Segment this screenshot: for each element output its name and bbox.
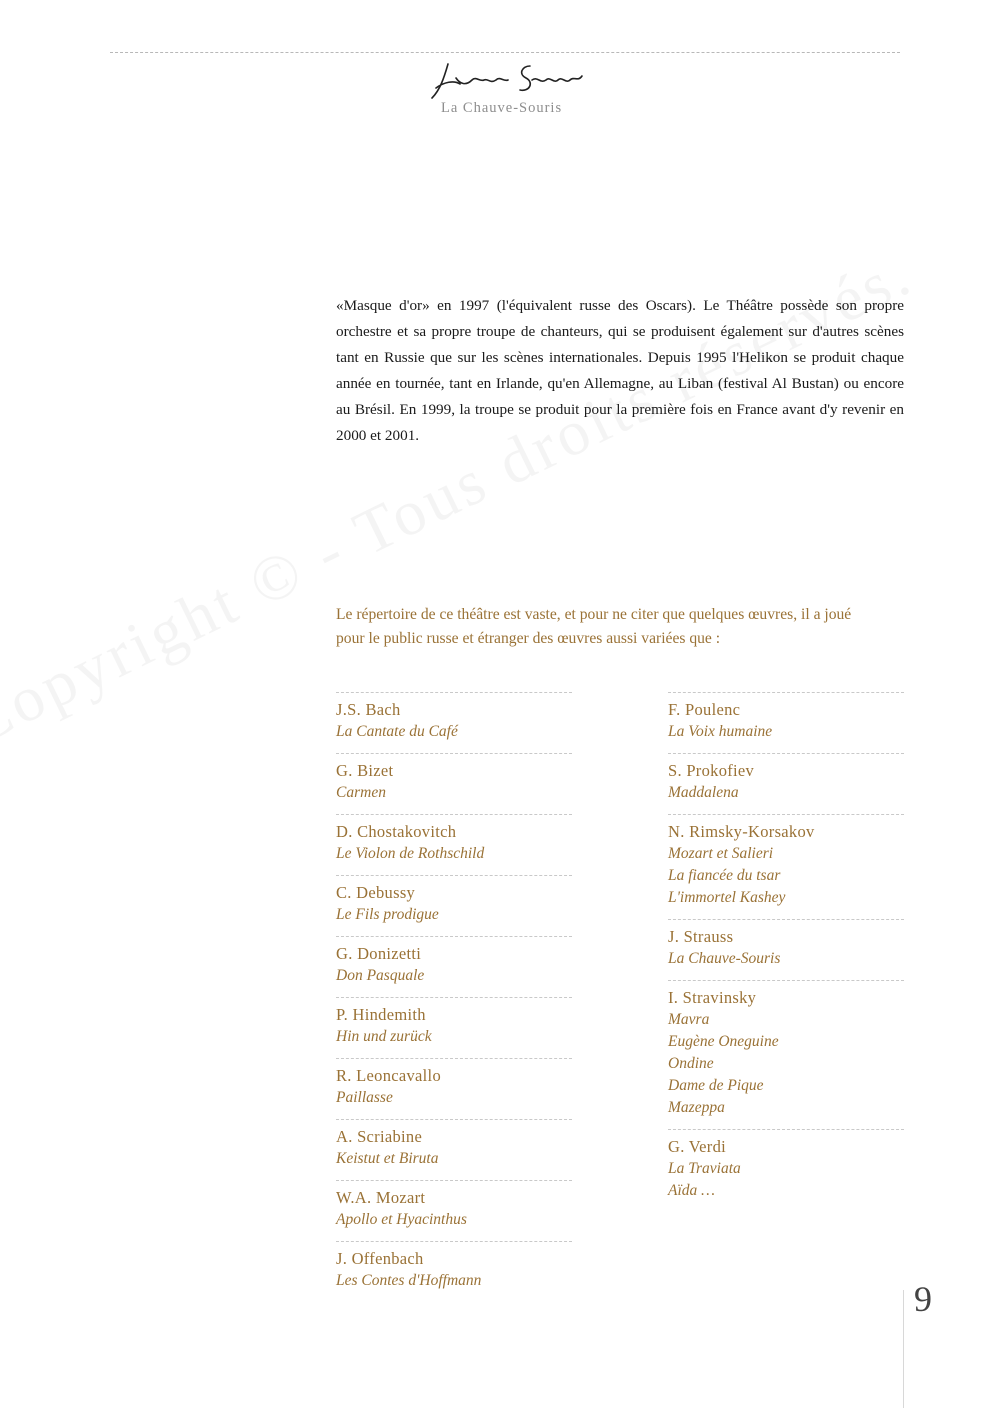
margin-rule	[903, 1290, 904, 1408]
work-title: Aïda …	[668, 1182, 715, 1199]
repertoire-right-column	[668, 692, 904, 1212]
repertoire-intro: Le répertoire de ce théâtre est vaste, et pour ne citer que quelques œuvres, il a joué pour le public russe et étranger des œuvres aussi variées que :	[336, 606, 852, 647]
composer-name: G. Verdi	[668, 1137, 727, 1156]
repertoire-entry	[336, 997, 572, 1058]
composer-name: G. Bizet	[336, 761, 394, 780]
work-title: La Voix humaine	[668, 723, 773, 740]
work-title: Mavra	[668, 1011, 710, 1028]
repertoire-entry	[668, 919, 904, 980]
work-title: Ondine	[668, 1055, 714, 1072]
signature-logo	[426, 58, 586, 104]
work-title: Mozart et Salieri	[668, 845, 774, 862]
repertoire-left-column	[336, 692, 572, 1302]
composer-name: G. Donizetti	[336, 944, 422, 963]
work-title: Le Fils prodigue	[336, 906, 439, 923]
composer-name: N. Rimsky-Korsakov	[668, 822, 815, 841]
composer-name: J. Strauss	[668, 927, 734, 946]
composer-name: C. Debussy	[336, 883, 416, 902]
work-title: Dame de Pique	[668, 1077, 764, 1094]
work-title: Don Pasquale	[336, 967, 425, 984]
composer-name: F. Poulenc	[668, 700, 741, 719]
repertoire-entry	[336, 1058, 572, 1119]
composer-name: R. Leoncavallo	[336, 1066, 441, 1085]
repertoire-entry	[668, 692, 904, 753]
work-title: Paillasse	[336, 1089, 393, 1106]
work-title: La Cantate du Café	[336, 723, 458, 740]
work-title: Le Violon de Rothschild	[336, 845, 485, 862]
composer-name: W.A. Mozart	[336, 1188, 426, 1207]
repertoire-entry	[336, 1180, 572, 1241]
work-title: Maddalena	[668, 784, 739, 801]
repertoire-entry	[336, 753, 572, 814]
work-title: Eugène Oneguine	[668, 1033, 779, 1050]
header-subtitle: La Chauve-Souris	[441, 100, 563, 116]
composer-name: A. Scriabine	[336, 1127, 423, 1146]
repertoire-entry	[668, 753, 904, 814]
header-rule	[110, 52, 900, 53]
work-title: Mazeppa	[668, 1099, 725, 1116]
composer-name: D. Chostakovitch	[336, 822, 457, 841]
repertoire-entry	[336, 814, 572, 875]
repertoire-entry	[336, 692, 572, 753]
work-title: Apollo et Hyacinthus	[336, 1211, 467, 1228]
repertoire-entry	[336, 1119, 572, 1180]
work-title: La Chauve-Souris	[668, 950, 781, 967]
composer-name: I. Stravinsky	[668, 988, 757, 1007]
work-title: L'immortel Kashey	[668, 889, 786, 906]
work-title: La fiancée du tsar	[668, 867, 781, 884]
work-title: Keistut et Biruta	[336, 1150, 439, 1167]
work-title: Les Contes d'Hoffmann	[336, 1272, 482, 1289]
repertoire-entry	[668, 980, 904, 1129]
repertoire-entry	[668, 814, 904, 919]
repertoire-entry	[336, 875, 572, 936]
page-number: 9	[914, 1279, 932, 1319]
composer-name: P. Hindemith	[336, 1005, 426, 1024]
work-title: Hin und zurück	[336, 1028, 432, 1045]
repertoire-entry	[336, 936, 572, 997]
repertoire-entry	[336, 1241, 572, 1302]
composer-name: J. Offenbach	[336, 1249, 424, 1268]
intro-paragraph: «Masque d'or» en 1997 (l'équivalent russe des Oscars). Le Théâtre possède son propre orchestre et sa propre troupe de chanteurs, qui se produisent également sur d'autres scènes tant en Russie que sur les scènes internationales. Depuis 1995 l'Helikon se produit chaque année en tournée, tant en Irlande, qu'en Allemagne, au Liban (festival Al Bustan) ou encore au Brésil. En 1999, la troupe se produit pour la première fois en France avant d'y revenir en 2000 et 2001.	[336, 297, 904, 444]
composer-name: J.S. Bach	[336, 700, 401, 719]
work-title: Carmen	[336, 784, 386, 801]
work-title: La Traviata	[668, 1160, 741, 1177]
repertoire-entry	[668, 1129, 904, 1212]
composer-name: S. Prokofiev	[668, 761, 755, 780]
